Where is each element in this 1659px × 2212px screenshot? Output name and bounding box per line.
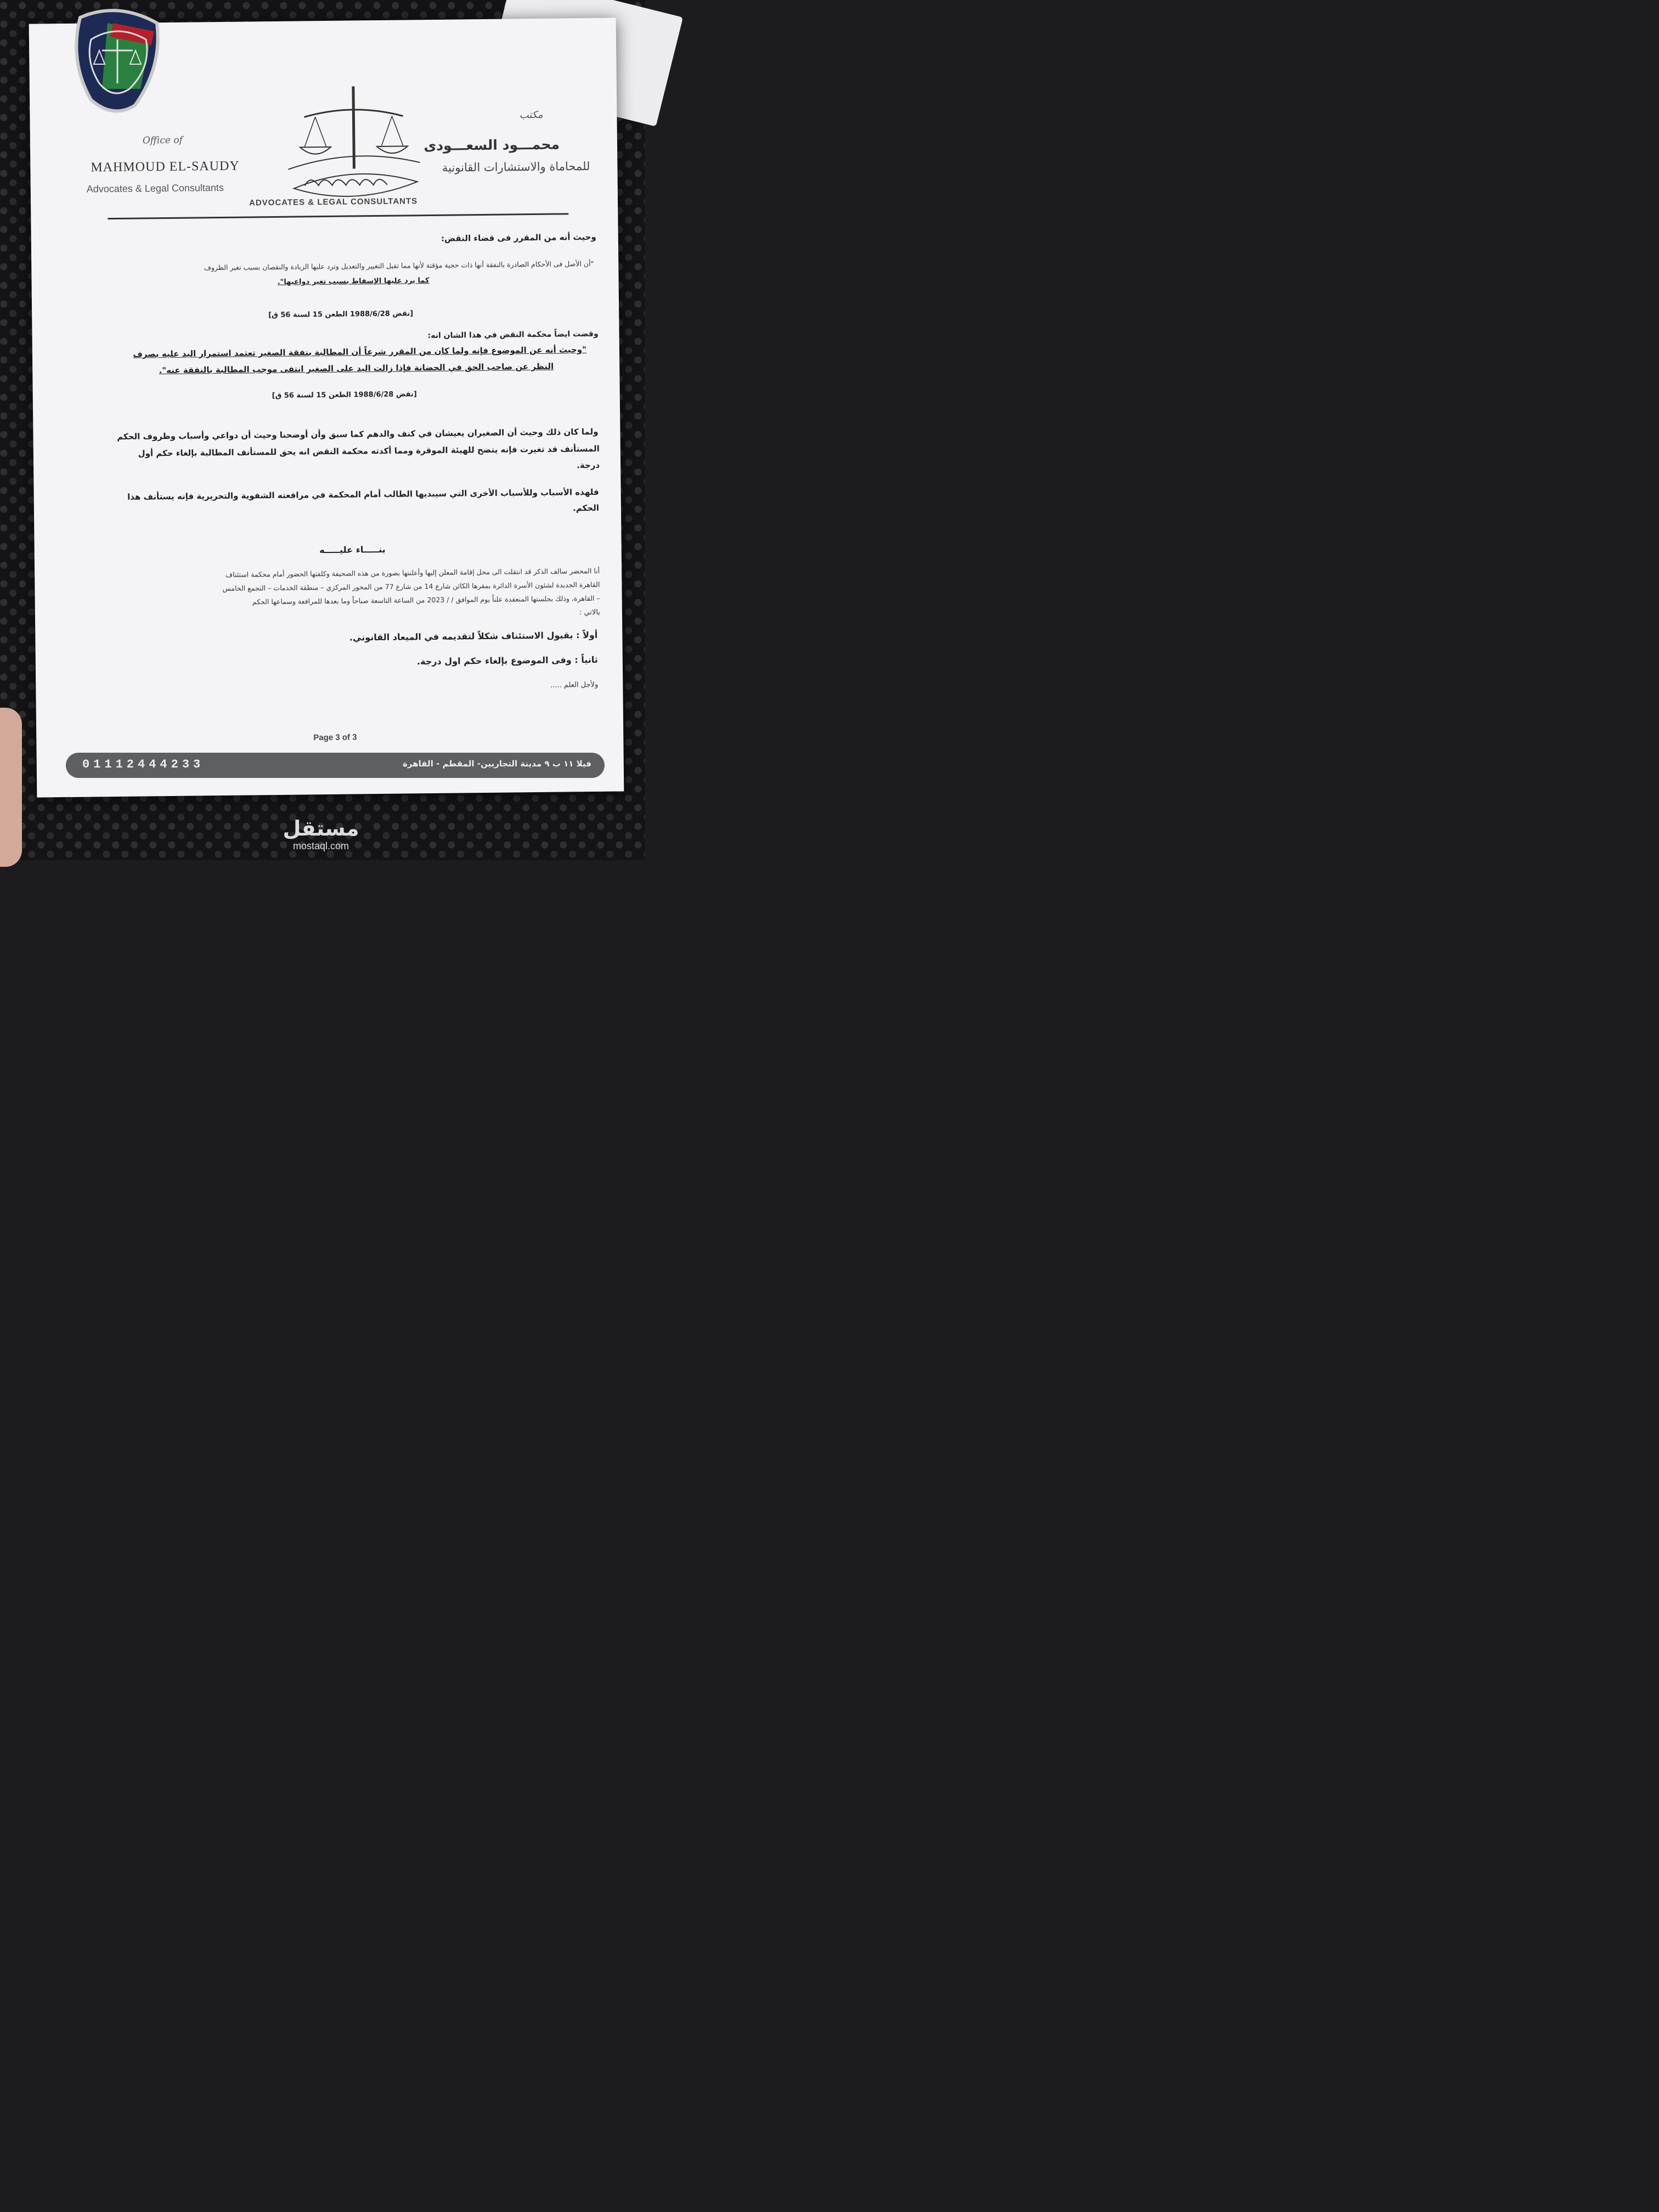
mostaql-watermark (274, 816, 368, 852)
finger-holding-paper (0, 708, 22, 867)
page-number: Page 3 of 3 (313, 732, 357, 743)
paragraph-5-line2: القاهرة الجديدة لشئون الأسرة الدائرة بمقرها الكائن شارع 14 من شارع 77 من المحور المركزي – منطقة الخدمات – التجمع الخامس (222, 580, 600, 593)
paragraph-3-line1: ولما كان ذلك وحيث أن الصغيران يعيشان في كنف والدهم كما سبق وأن أوضحنا وحيث أن دواعي وأسباب وظروف الحكم (117, 426, 599, 442)
quote2-line1: "وحيث أنه عن الموضوع فإنه ولما كان من المقرر شرعاً أن المطالبة بنفقة الصغير تعتمد استمرار اليد عليه بصرف (133, 345, 587, 359)
logo-caption: ADVOCATES & LEGAL CONSULTANTS (249, 196, 418, 208)
paragraph-2: وقضت ايضاً محكمة النقض في هذا الشان انه: (427, 329, 599, 341)
closing-line: ولأجل العلم ..... (550, 680, 599, 690)
request-first: أولاً : بقبول الاستئناف شكلاً لتقديمه في الميعاد القانوني. (349, 629, 598, 643)
office-of-label: Office of (142, 134, 183, 146)
paragraph-5-line1: أنا المحضر سالف الذكر قد انتقلت الى محل إقامة المعلن إليها وأعلنتها بصورة من هذه الصحيفة وكلفتها الحضور أمام محكمة استئناف (225, 566, 600, 579)
office-label-ar: مكتب (519, 109, 543, 121)
intro-paragraph: وحيث أنه من المقرر فى قضاء النقض: (441, 232, 596, 244)
paragraph-5-line4: بالاتي : (579, 608, 601, 617)
firm-subtitle-ar: للمحاماة والاستشارات القانونية (442, 159, 590, 174)
document-page (29, 18, 624, 797)
paragraph-4-line2: الحكم. (573, 503, 600, 514)
quote2-line2: النظر عن صاحب الحق في الحضانة فإذا زالت اليد على الصغير انتفى موجب المطالبة بالنفقة عنه". (159, 361, 554, 376)
quote1-line2: كما يرد عليها الإسقاط بسبب تغير دواعيها". (277, 276, 430, 286)
citation-1: [نقض 1988/6/28 الطعن 15 لسنة 56 ق] (268, 309, 414, 320)
firm-name-ar: محمـــود السعـــودى (424, 136, 560, 154)
quote1-line1: "أن الأصل فى الأحكام الصادرة بالنفقة أنها ذات حجية مؤقتة لأنها مما تقبل التغيير والتعديل وترد عليها الزيادة والنقصان بسبب تغير الظروف (204, 259, 594, 272)
request-second: ثانياً : وفى الموضوع بإلغاء حكم اول درجة. (416, 654, 598, 667)
paragraph-5-line3: – القاهرة، وذلك بجلستها المنعقدة علناً يوم الموافق / / 2023 من الساعة التاسعة صباحاً وما بعدها للمرافعة وسماعها الحكم (252, 594, 600, 606)
paragraph-3-line2: المستأنف قد تغيرت فإنه يتضح للهيئة الموقرة ومما أكدته محكمة النقض انه يحق للمستأنف المطالبة بإلغاء حكم أول (138, 443, 600, 459)
watermark-url: mostaql.com (292, 840, 349, 851)
header-divider (108, 213, 568, 219)
paragraph-4-line1: فلهذه الأسباب وللأسباب الأخرى التي سيبديها الطالب أمام المحكمة في مرافعته الشفوية والتحريرية فإنه يستأنف هذا (127, 487, 599, 502)
section-heading: بنـــــاء عليـــــه (319, 544, 386, 556)
footer-bar (66, 753, 605, 778)
citation-2: [نقض 1988/6/28 الطعن 15 لسنة 56 ق] (272, 390, 417, 400)
firm-subtitle-en: Advocates & Legal Consultants (86, 182, 224, 195)
paragraph-3-line3: درجة. (577, 460, 600, 471)
firm-name-en: MAHMOUD EL-SAUDY (91, 159, 240, 175)
lawyers-syndicate-badge-icon (69, 7, 166, 116)
watermark-ar: مستقل (283, 816, 359, 840)
scales-of-justice-logo (271, 80, 437, 208)
phone-number: 01112444233 (82, 758, 205, 771)
office-address: فيلا ١١ ب ٩ مدينة التجاريين- المقطم - القاهرة (403, 759, 591, 769)
